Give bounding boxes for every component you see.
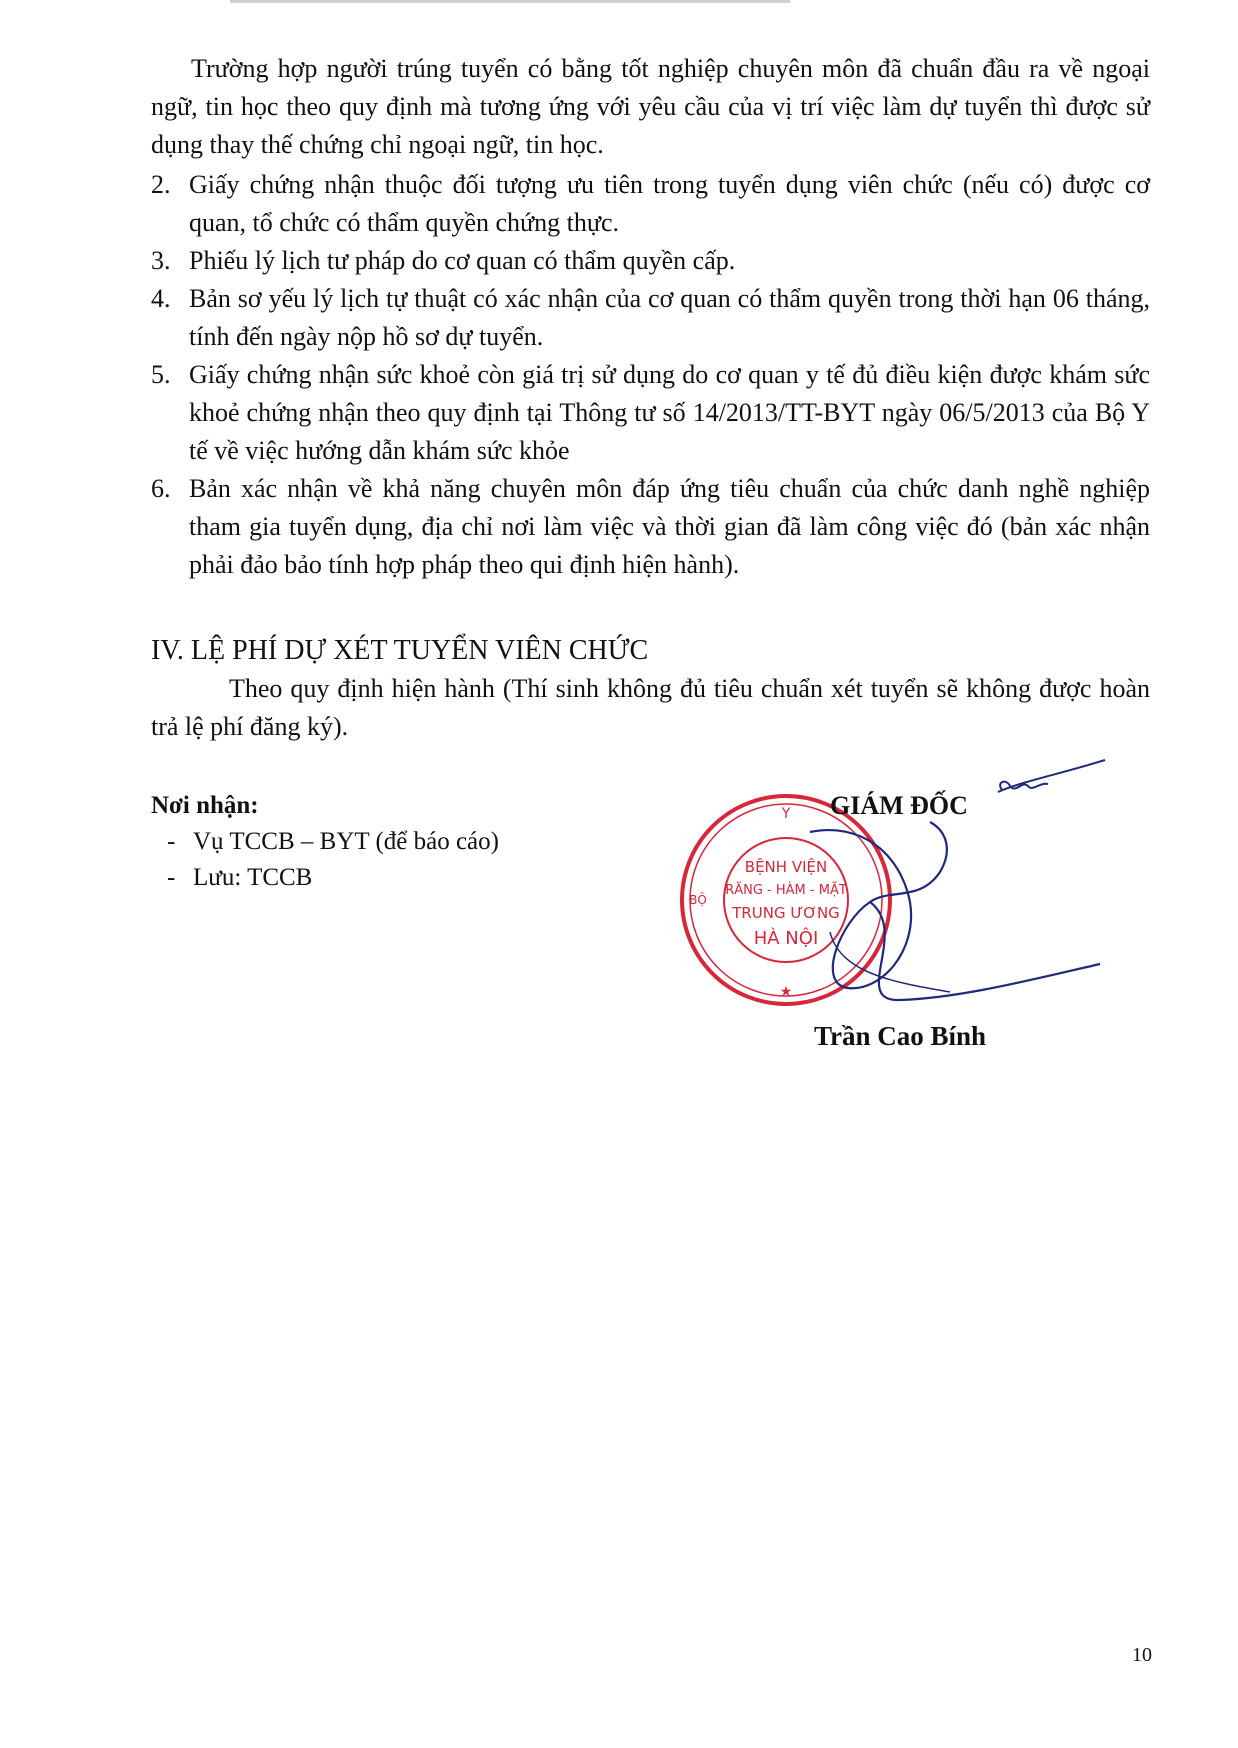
list-item-text: Giấy chứng nhận thuộc đối tượng ưu tiên trong tuyển dụng viên chức (nếu có) được cơ quan, tổ chức có thẩm quyền chứng thực. bbox=[189, 170, 1150, 237]
list-item-number: 2. bbox=[151, 170, 171, 199]
list-item-text: Bản xác nhận về khả năng chuyên môn đáp ứng tiêu chuẩn của chức danh nghề nghiệp tham gia tuyển dụng, địa chỉ nơi làm việc và thời gian đã làm công việc đó (bản xác nhận phải đảo bảo tính hợp pháp theo qui định hiện hành). bbox=[189, 474, 1150, 579]
signature-icon bbox=[770, 752, 1120, 1012]
recipient-item bbox=[167, 824, 499, 860]
stamp-left-text: BỘ bbox=[689, 893, 707, 907]
list-item-number: 4. bbox=[151, 284, 171, 313]
recipient-dash: - bbox=[167, 828, 176, 855]
list-item-text: Phiếu lý lịch tư pháp do cơ quan có thẩm quyền cấp. bbox=[189, 246, 736, 275]
recipients-title: Nơi nhận: bbox=[151, 792, 259, 819]
section-heading: IV. LỆ PHÍ DỰ XÉT TUYỂN VIÊN CHỨC bbox=[151, 635, 649, 666]
list-item bbox=[151, 356, 1150, 470]
stamp-top-text: Y bbox=[781, 806, 791, 822]
list-item-number: 6. bbox=[151, 474, 171, 503]
stamp-star-icon: ★ bbox=[779, 984, 793, 1000]
stamp-line-4: HÀ NỘI bbox=[753, 928, 819, 949]
stamp-line-3: TRUNG ƯƠNG bbox=[732, 904, 840, 922]
intro-paragraph: Trường hợp người trúng tuyển có bằng tốt nghiệp chuyên môn đã chuẩn đầu ra về ngoại ngữ, tin học theo quy định mà tương ứng với yêu cầu của vị trí việc làm dự tuyển thì được sử dụng thay thế chứng chỉ ngoại ngữ, tin học. bbox=[151, 54, 1150, 159]
list-item-number: 3. bbox=[151, 246, 171, 275]
list-item-text: Giấy chứng nhận sức khoẻ còn giá trị sử dụng do cơ quan y tế đủ điều kiện được khám sức khoẻ chứng nhận theo quy định tại Thông tư số 14/2013/TT-BYT ngày 06/5/2013 của Bộ Y tế về việc hướng dẫn khám sức khỏe bbox=[189, 360, 1150, 465]
recipients-list bbox=[151, 824, 499, 896]
list-item bbox=[151, 280, 1150, 356]
scan-top-edge bbox=[230, 0, 790, 3]
stamp-line-1: BỆNH VIỆN bbox=[744, 858, 828, 876]
stamp-line-2: RĂNG - HÀM - MẶT bbox=[725, 883, 847, 898]
director-title: GIÁM ĐỐC bbox=[830, 791, 968, 820]
recipient-text: Vụ TCCB – BYT (để báo cáo) bbox=[193, 828, 499, 855]
recipients-block bbox=[151, 788, 499, 896]
recipient-dash: - bbox=[167, 864, 176, 891]
recipient-text: Lưu: TCCB bbox=[193, 864, 313, 891]
requirements-list bbox=[151, 166, 1150, 584]
signer-name: Trần Cao Bính bbox=[814, 1021, 987, 1051]
list-item bbox=[151, 166, 1150, 242]
list-item bbox=[151, 242, 1150, 280]
section-paragraph: Theo quy định hiện hành (Thí sinh không đủ tiêu chuẩn xét tuyển sẽ không được hoàn trả lệ phí đăng ký). bbox=[151, 674, 1150, 741]
recipient-item bbox=[167, 860, 499, 896]
list-item bbox=[151, 470, 1150, 584]
list-item-number: 5. bbox=[151, 360, 171, 389]
page-number: 10 bbox=[1132, 1644, 1152, 1666]
list-item-text: Bản sơ yếu lý lịch tự thuật có xác nhận của cơ quan có thẩm quyền trong thời hạn 06 tháng, tính đến ngày nộp hồ sơ dự tuyển. bbox=[189, 284, 1150, 351]
